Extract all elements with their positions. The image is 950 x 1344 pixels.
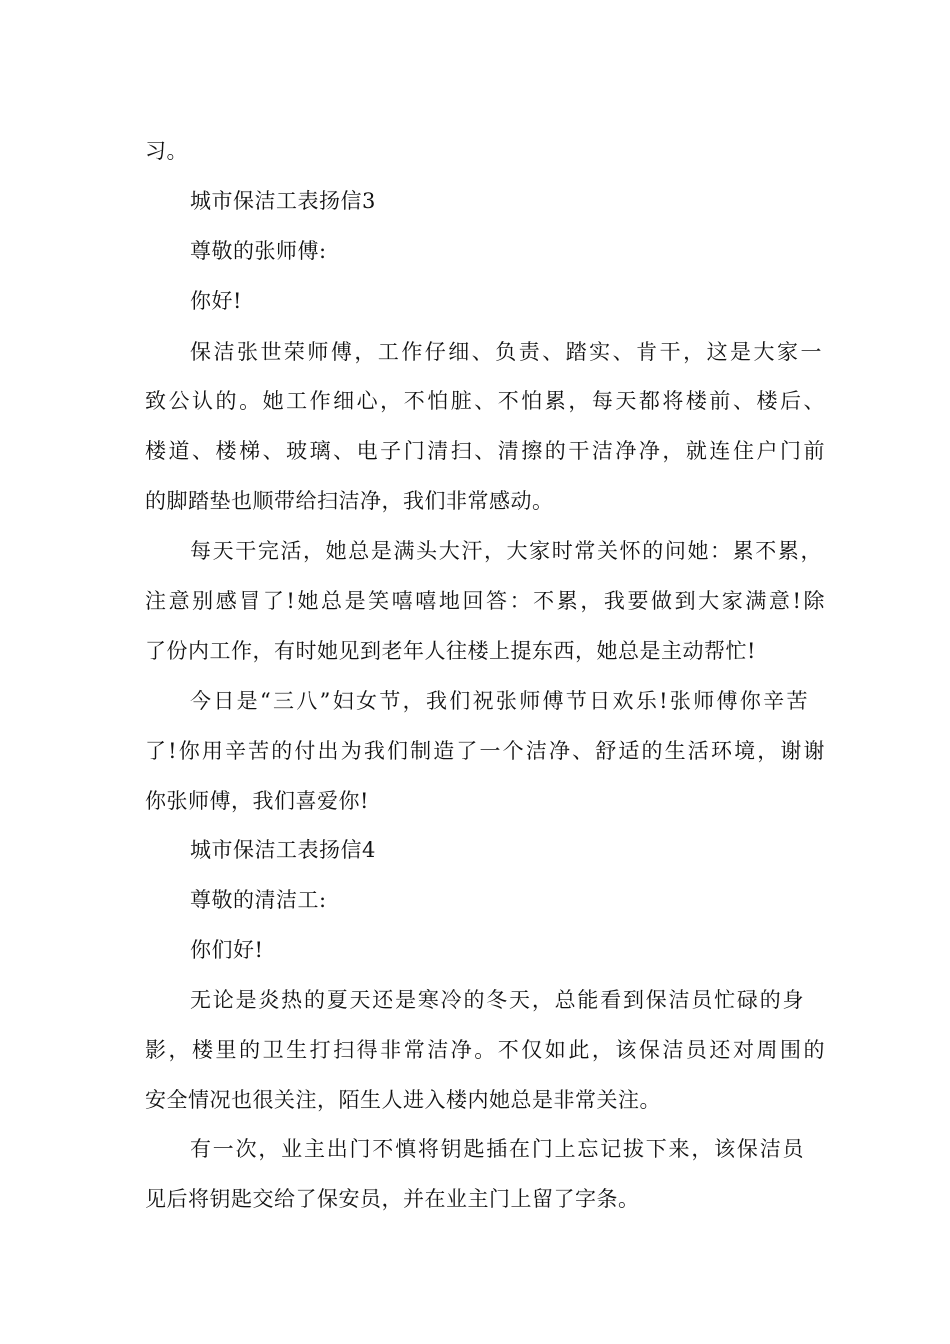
text-line: 了!你用辛苦的付出为我们制造了一个洁净、舒适的生活环境，谢谢 — [145, 739, 825, 763]
text-line: 注意别感冒了!她总是笑嘻嘻地回答：不累，我要做到大家满意!除 — [145, 589, 825, 613]
text-line: 致公认的。她工作细心，不怕脏、不怕累，每天都将楼前、楼后、 — [145, 389, 825, 413]
letter-heading: 城市保洁工表扬信3 — [190, 189, 376, 213]
text-line: 无论是炎热的夏天还是寒冷的冬天，总能看到保洁员忙碌的身 — [190, 988, 804, 1012]
text-line: 见后将钥匙交给了保安员，并在业主门上留了字条。 — [145, 1187, 640, 1211]
text-line: 了份内工作，有时她见到老年人往楼上提东西，她总是主动帮忙! — [145, 639, 756, 663]
text-line: 有一次，业主出门不慎将钥匙插在门上忘记拔下来，该保洁员 — [190, 1137, 804, 1161]
text-line: 今日是“三八”妇女节，我们祝张师傅节日欢乐!张师傅你辛苦 — [190, 689, 808, 713]
text-line: 楼道、楼梯、玻璃、电子门清扫、清擦的干洁净净，就连住户门前 — [145, 439, 825, 463]
text-line: 的脚踏垫也顺带给扫洁净，我们非常感动。 — [145, 489, 554, 513]
text-line: 保洁张世荣师傅，工作仔细、负责、踏实、肯干，这是大家一 — [190, 340, 822, 364]
text-line: 每天干完活，她总是满头大汗，大家时常关怀的问她：累不累， — [190, 539, 822, 563]
text-line: 你张师傅，我们喜爱你! — [145, 789, 369, 813]
greeting: 你好! — [190, 289, 242, 313]
text-line: 习。 — [145, 139, 188, 163]
text-line: 影，楼里的卫生打扫得非常洁净。不仅如此，该保洁员还对周围的 — [145, 1038, 825, 1062]
text-line: 安全情况也很关注，陌生人进入楼内她总是非常关注。 — [145, 1088, 661, 1112]
salutation: 尊敬的张师傅: — [190, 239, 327, 263]
greeting: 你们好! — [190, 938, 264, 962]
letter-heading: 城市保洁工表扬信4 — [190, 838, 376, 862]
salutation: 尊敬的清洁工: — [190, 888, 327, 912]
